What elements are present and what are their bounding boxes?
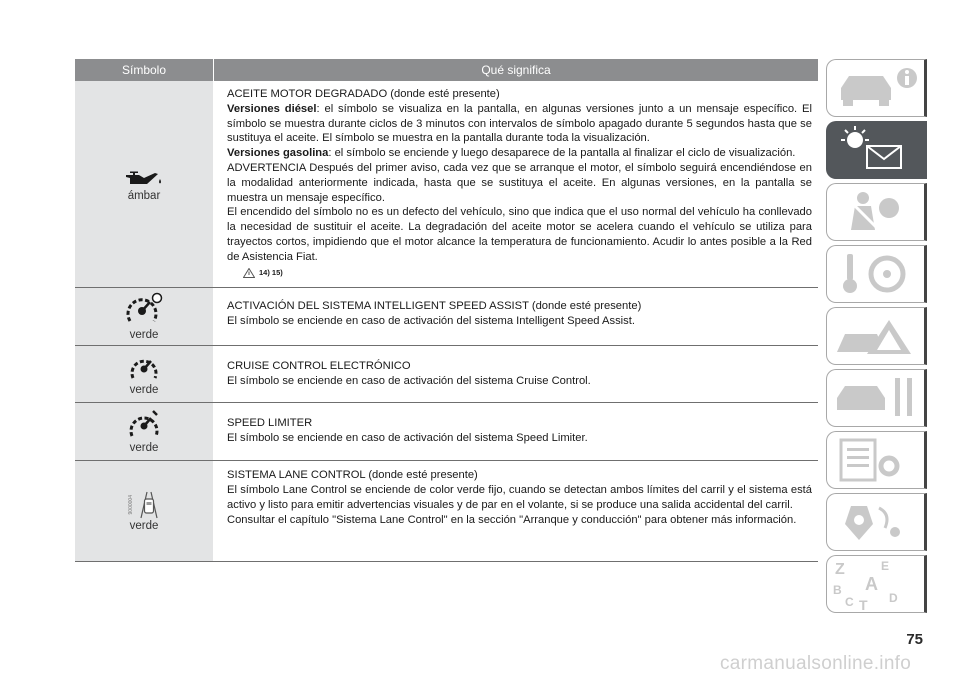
seat-belt-airbag-icon xyxy=(827,184,925,240)
car-service-icon xyxy=(827,370,925,426)
row-text: El símbolo se enciende en caso de activación del sistema Cruise Control. xyxy=(227,375,591,388)
row-text-2: Consultar el capítulo "Sistema Lane Control" en la sección "Arranque y conducción" para obtener más información. xyxy=(227,513,797,526)
diesel-text: : el símbolo se visualiza en la pantalla, en algunas versiones junto a un mensaje específico. El símbolo se muestra durante ciclos de 3 minutos con intervalos de símbolo apagado durante 5 segundos hasta que se sustituya el aceite. El símbolo se muestra en la pantalla durante toda la visualización. xyxy=(227,102,812,145)
warning-light-message-icon xyxy=(827,122,925,178)
row-text: El símbolo se enciende en caso de activación del sistema Speed Limiter. xyxy=(227,432,588,445)
index-letter: A xyxy=(865,574,878,594)
watermark-footer: carmanualsonline.info xyxy=(720,653,912,674)
warning-triangle-icon xyxy=(243,268,255,278)
lane-control-symbol xyxy=(128,491,160,519)
note-references xyxy=(227,266,812,281)
intelligent-speed-assist-icon xyxy=(124,292,164,328)
multimedia-icon xyxy=(827,494,925,550)
tab-maintenance[interactable] xyxy=(826,369,927,427)
table-row xyxy=(75,403,818,461)
index-letter: E xyxy=(881,559,890,573)
index-letter: C xyxy=(845,595,854,609)
meaning-cell xyxy=(213,81,818,287)
color-label: verde xyxy=(129,442,159,455)
key-steering-wheel-icon xyxy=(827,246,925,302)
row-text: El símbolo Lane Control se enciende de color verde fijo, cuando se detectan ambos límites del carril y el sistema está activo y listo para emitir advertencias visuales y de par en el volante, si se produce una salida accidental del carril. xyxy=(227,484,812,511)
row-title: SISTEMA LANE CONTROL (donde esté presente) xyxy=(227,469,478,482)
alphabetical-index-icon xyxy=(827,556,925,612)
header-symbol: Símbolo xyxy=(75,59,214,81)
row-title: ACTIVACIÓN DEL SISTEMA INTELLIGENT SPEED ASSIST (donde esté presente) xyxy=(227,300,642,313)
table-header xyxy=(75,59,818,81)
symbol-cell xyxy=(75,403,213,460)
speed-limiter-icon xyxy=(126,409,162,441)
color-label: verde xyxy=(129,383,159,396)
row-title: SPEED LIMITER xyxy=(227,417,313,430)
gasoline-text: : el símbolo se enciende y luego desaparece de la pantalla al finalizar el ciclo de visualización. xyxy=(328,147,796,160)
color-label: verde xyxy=(129,519,159,532)
tab-technical-data[interactable] xyxy=(826,431,927,489)
table-row xyxy=(75,461,818,562)
warning-lights-table xyxy=(75,59,818,562)
table-row xyxy=(75,346,818,403)
gasoline-label: Versiones gasolina xyxy=(227,147,329,160)
cruise-control-icon xyxy=(128,353,160,383)
tab-car-info[interactable] xyxy=(826,59,927,117)
row-text: El símbolo se enciende en caso de activación del sistema Intelligent Speed Assist. xyxy=(227,315,635,328)
tab-starting-driving[interactable] xyxy=(826,245,927,303)
index-letter: D xyxy=(889,591,898,605)
row-title: ACEITE MOTOR DEGRADADO (donde esté presente) xyxy=(227,88,500,100)
symbol-cell xyxy=(75,288,213,345)
reference-numbers[interactable]: 14) 15) xyxy=(259,267,283,277)
row-title: CRUISE CONTROL ELECTRÓNICO xyxy=(227,360,411,373)
table-row xyxy=(75,81,818,288)
color-label: verde xyxy=(129,329,159,342)
tab-safety[interactable] xyxy=(826,183,927,241)
header-meaning: Qué significa xyxy=(481,63,551,77)
tab-warning-lights[interactable] xyxy=(826,121,927,179)
symbol-cell xyxy=(75,346,213,402)
color-label: ámbar xyxy=(127,189,161,202)
info-text: El encendido del símbolo no es un defecto del vehículo, sino que indica que el uso normal del vehículo ha conllevado la necesidad de sustituir el aceite. La degradación del aceite motor se acelera cuando el vehículo se utiliza para trayectos cortos, impidiendo que el motor alcance la temperatura de funcionamiento. Acudir lo antes posible a la Red de Asistencia Fiat. xyxy=(227,206,812,263)
meaning-cell xyxy=(213,403,818,460)
tab-index[interactable] xyxy=(826,555,927,613)
chapter-tabs xyxy=(826,59,928,617)
symbol-cell xyxy=(75,461,213,561)
diesel-label: Versiones diésel xyxy=(227,102,317,115)
tab-emergency[interactable] xyxy=(826,307,927,365)
tab-multimedia[interactable] xyxy=(826,493,927,551)
page-number: 75 xyxy=(906,631,923,648)
meaning-cell xyxy=(213,346,818,402)
car-info-icon xyxy=(827,60,925,116)
meaning-cell xyxy=(213,288,818,345)
lane-control-icon xyxy=(138,491,160,519)
table-row xyxy=(75,288,818,346)
meaning-cell xyxy=(213,461,818,561)
index-letter: Z xyxy=(835,561,845,578)
emergency-triangle-icon xyxy=(827,308,925,364)
oil-pressure-icon xyxy=(122,167,166,189)
technical-data-icon xyxy=(827,432,925,488)
warning-text: ADVERTENCIA Después del primer aviso, cada vez que se arranque el motor, el símbolo seguirá encendiéndose en la modalidad anteriormente indicada, hasta que se sustituya el aceite. En algunas versiones, en la pantalla se muestra un mensaje específico. xyxy=(227,161,812,204)
index-letter: B xyxy=(833,583,842,597)
symbol-cell xyxy=(75,81,213,287)
symbol-code: 9000004 xyxy=(128,495,134,515)
index-letter: T xyxy=(859,597,868,612)
